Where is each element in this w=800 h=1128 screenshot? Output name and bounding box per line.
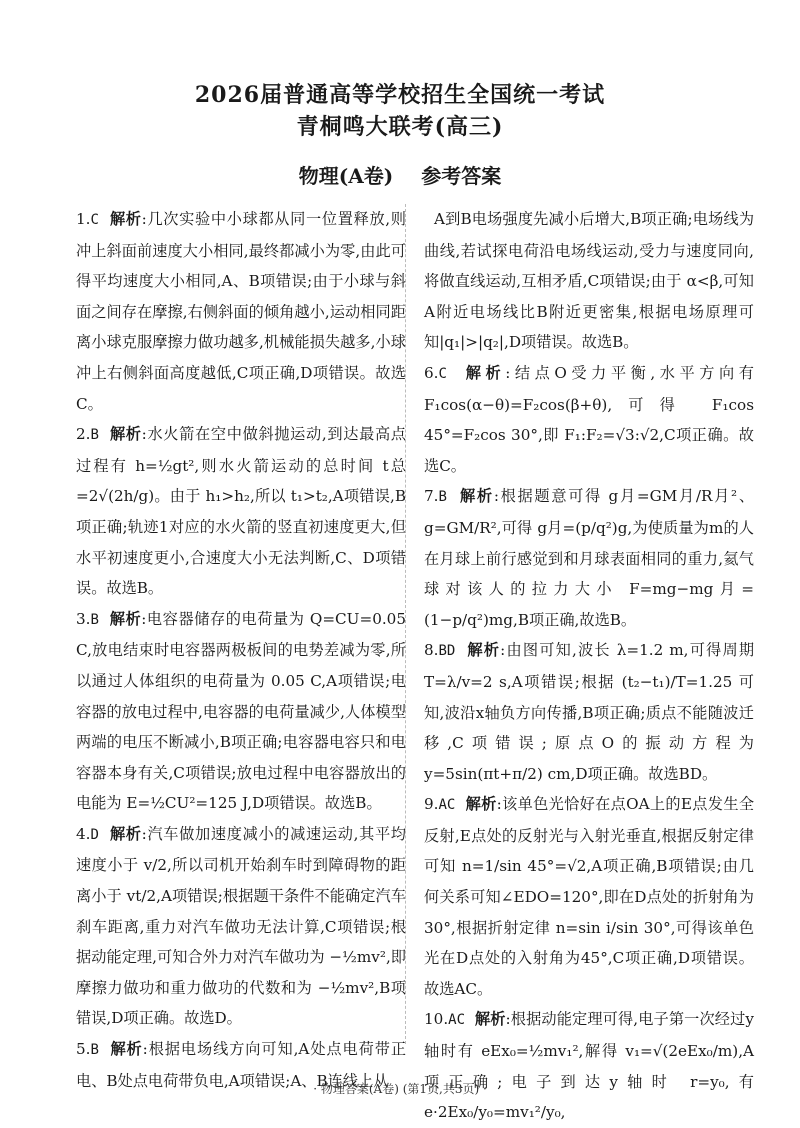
question-number: 2.	[76, 425, 91, 444]
explanation-label: 解析	[110, 1040, 143, 1059]
explanation-text: :根据动能定理可得,电子第一次经过y轴时有 eEx₀=½mv₁²,解得 v₁=√(2eEx₀/m),A项正确;电子到达y轴时 r=y₀,有 e·2Ex₀/y₀=mv₁²/y₀,	[424, 1010, 754, 1122]
explanation-text: :由图可知,波长 λ=1.2 m,可得周期 T=λ/v=2 s,A项错误;根据 (t₂−t₁)/T=1.25 可知,波沿x轴负方向传播,B项正确;质点不能随波迁移,C项错误;原点O的振动方程为 y=5sin(πt+π/2) cm,D项正确。故选BD。	[424, 641, 755, 783]
question-number: 8.	[424, 641, 439, 660]
page-footer: · 物理答案(A卷) (第1页,共3页) ·	[313, 1082, 487, 1096]
question-number: 6.	[424, 363, 439, 382]
answer-choice: C	[438, 365, 447, 382]
answer-choice: B	[90, 427, 99, 444]
question-number: 9.	[424, 795, 439, 814]
question-number: 1.	[76, 210, 91, 228]
question-number: 7.	[424, 487, 439, 506]
answer-item	[76, 419, 406, 604]
answer-choice: D	[90, 826, 99, 843]
explanation-text: :几次实验中小球都从同一位置释放,则冲上斜面前速度大小相同,最终都减小为零,由此可得平均速度大小相同,A、B项错误;由于小球与斜面之间存在摩擦,右侧斜面的倾角越小,运动相同距离小球克服摩擦力做功越多,机械能损失越多,小球冲上右侧斜面高度越低,C项正确,D项错误。故选C。	[76, 210, 406, 413]
explanation-label: 解析	[109, 210, 142, 228]
answer-item	[76, 204, 406, 419]
explanation-label: 解析	[465, 795, 497, 814]
explanation-label: 解析	[467, 641, 501, 660]
exam-subtitle: 青桐鸣大联考(高三)	[296, 114, 504, 140]
answer-choice: AC	[438, 797, 456, 814]
exam-title: 2026届普通高等学校招生全国统一考试	[194, 82, 606, 108]
question-number: 4.	[76, 824, 91, 843]
answer-choice: B	[90, 1042, 99, 1059]
answer-item	[424, 789, 754, 1004]
explanation-label: 解析	[465, 363, 506, 382]
left-column	[76, 204, 406, 1096]
question-number: 10.	[424, 1010, 449, 1029]
answer-choice: C	[90, 212, 99, 228]
explanation-text: :汽车做加速度减小的减速运动,其平均速度小于 v/2,所以司机开始刹车时到障碍物的距离小于 vt/2,A项错误;根据题干条件不能确定汽车刹车距离,重力对汽车做功无法计算,C项错误;根据动能定理,可知合外力对汽车做功为 −½mv²,即摩擦力做功和重力做功的代数和为 −½mv²,B项错误,D项正确。故选D。	[76, 824, 406, 1028]
answer-item	[424, 204, 754, 358]
explanation-label: 解析	[474, 1010, 506, 1029]
explanation-text: :根据题意可得 g月=GM月/R月²、g=GM/R²,可得 g月=(p/q²)g,为使质量为m的人在月球上前行感觉到和月球表面相同的重力,氦气球对该人的拉力大小 F=mg−mg月=(1−p/q²)mg,B项正确,故选B。	[424, 487, 755, 629]
explanation-label: 解析	[109, 425, 142, 444]
right-column	[424, 204, 754, 1128]
explanation-label: 解析	[460, 487, 494, 506]
answer-item	[424, 358, 754, 481]
answer-item	[424, 1004, 754, 1127]
answer-choice: BD	[438, 643, 456, 660]
explanation-text: :根据电场线方向可知,A处点电荷带正电、B处点电荷带负电,A项错误;A、B连线上从	[76, 1040, 407, 1090]
question-number: 5.	[76, 1040, 91, 1059]
explanation-text: :该单色光恰好在点OA上的E点发生全反射,E点处的反射光与入射光垂直,根据反射定律可知 n=1/sin 45°=√2,A项正确,B项错误;由几何关系可知∠EDO=120°,即在D点处的折射角为30°,根据折射定律 n=sin i/sin 30°,可得该单色光在D点处的入射角为45°,C项正确,D项错误。故选AC。	[424, 795, 755, 998]
answer-item	[76, 604, 406, 819]
question-number: 3.	[76, 609, 91, 628]
answer-key-label: 参考答案	[421, 164, 502, 188]
answer-choice: AC	[448, 1012, 466, 1029]
section-title	[0, 160, 800, 189]
explanation-text: :结点O受力平衡,水平方向有 F₁cos(α−θ)=F₂cos(β+θ),可得 F₁cos 45°=F₂cos 30°,即 F₁:F₂=√3:√2,C项正确。故选C。	[424, 363, 754, 475]
subject-label: 物理(A卷)	[298, 164, 394, 188]
explanation-text: :水火箭在空中做斜抛运动,到达最高点过程有 h=½gt²,则水火箭运动的总时间 t总=2√(2h/g)。由于 h₁>h₂,所以 t₁>t₂,A项错误,B项正确;轨迹1对应的水火箭的竖直初速度更大,但水平初速度更小,合速度大小无法判断,C、D项错误。故选B。	[76, 425, 406, 598]
answer-item	[76, 819, 406, 1034]
explanation-label: 解析	[109, 609, 142, 628]
answer-item	[424, 635, 754, 789]
answer-choice: B	[90, 611, 99, 628]
explanation-text: A到B电场强度先减小后增大,B项正确;电场线为曲线,若试探电荷沿电场线运动,受力与速度同向,将做直线运动,互相矛盾,C项错误;由于 α<β,可知A附近电场线比B附近更密集,根据电场原理可知|q₁|>|q₂|,D项错误。故选B。	[424, 210, 755, 352]
explanation-label: 解析	[109, 824, 142, 843]
answer-choice: B	[438, 489, 447, 506]
explanation-text: :电容器储存的电荷量为 Q=CU=0.05 C,放电结束时电容器两极板间的电势差减为零,所以通过人体组织的电荷量为 0.05 C,A项错误;电容器的放电过程中,电容器的电荷量减少,人体模型两端的电压不断减小,B项正确;电容器电容只和电容器本身有关,C项错误;放电过程中电容器放出的电能为 E=½CU²=125 J,D项错误。故选B。	[76, 609, 407, 813]
answer-item	[424, 481, 754, 635]
